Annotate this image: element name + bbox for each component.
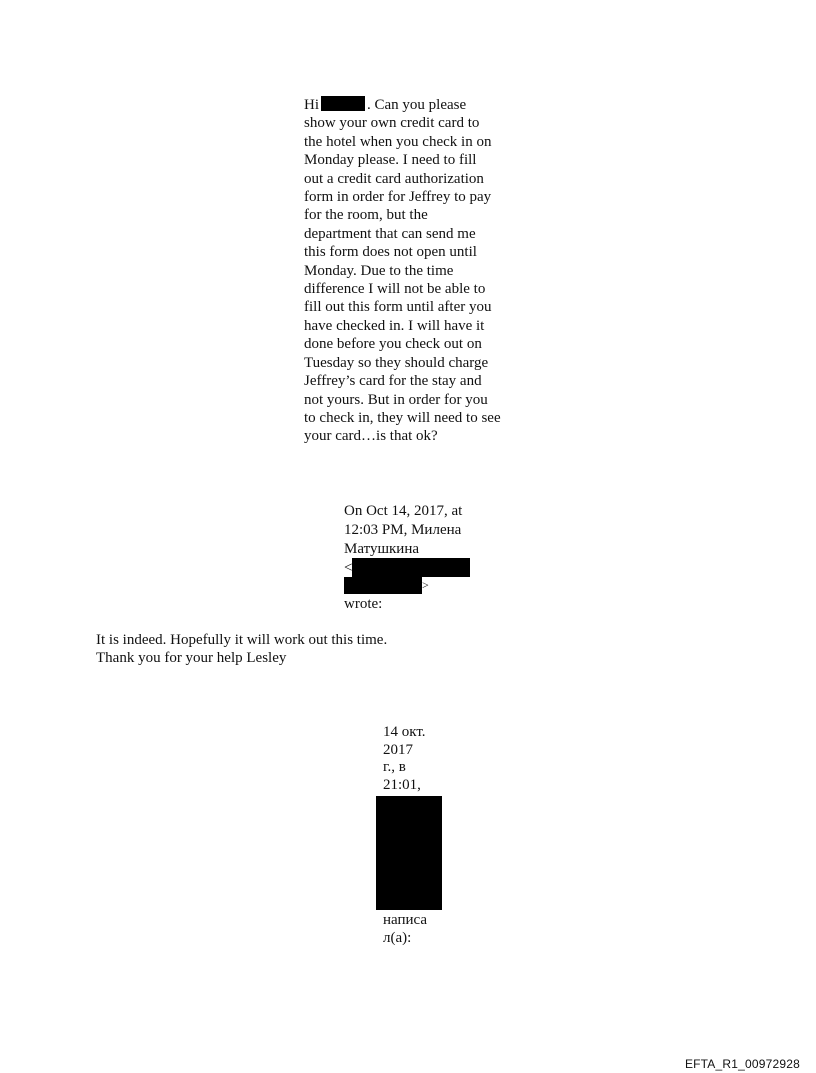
message-line: out a credit card authorization bbox=[304, 170, 484, 187]
message-body bbox=[304, 96, 524, 446]
message-line: show your own credit card to bbox=[304, 115, 480, 132]
quote-header-line: 12:03 PM, Милена bbox=[344, 521, 462, 538]
quote-header-line: On Oct 14, 2017, at bbox=[344, 503, 463, 519]
message-line: Monday. Due to the time bbox=[304, 262, 454, 279]
message-line: have checked in. I will have it bbox=[304, 317, 485, 334]
message-line: fill out this form until after you bbox=[304, 299, 492, 316]
reply-line: Thank you for your help Lesley bbox=[96, 650, 287, 666]
message-line: for the room, but the bbox=[304, 207, 428, 224]
reply-line: It is indeed. Hopefully it will work out this time. bbox=[96, 632, 388, 648]
greeting-text: Hi bbox=[304, 97, 319, 113]
message-line: department that can send me bbox=[304, 225, 476, 242]
message-line-greeting bbox=[304, 96, 524, 114]
quote-header bbox=[344, 502, 484, 612]
quote-header-line: г., в bbox=[383, 759, 406, 775]
quote-header-line: 2017 bbox=[383, 741, 413, 758]
message-line: Jeffrey’s card for the stay and bbox=[304, 373, 482, 390]
message-line: the hotel when you check in on bbox=[304, 133, 492, 150]
message-line: . Can you please bbox=[367, 97, 467, 113]
message-line: Tuesday so they should charge bbox=[304, 354, 489, 371]
quote-header-line: Матушкина bbox=[344, 540, 420, 557]
email-open-bracket: < bbox=[344, 560, 353, 576]
message-line: form in order for Jeffrey to pay bbox=[304, 189, 492, 206]
redaction-bar bbox=[376, 796, 442, 910]
quote-header-line: 14 окт. bbox=[383, 724, 426, 740]
redaction-bar bbox=[352, 558, 470, 577]
message-line: not yours. But in order for you bbox=[304, 391, 488, 408]
quote-header-ru bbox=[383, 724, 453, 946]
redaction-bar bbox=[321, 96, 365, 111]
email-close-bracket: > bbox=[422, 578, 429, 592]
document-id: EFTA_R1_00972928 bbox=[684, 1057, 800, 1071]
message-line: difference I will not be able to bbox=[304, 281, 486, 298]
quote-header-line: л(а): bbox=[383, 929, 412, 946]
message-line: Monday please. I need to fill bbox=[304, 152, 477, 169]
quote-header-line: 21:01, bbox=[383, 776, 421, 793]
message-line: your card…is that ok? bbox=[304, 428, 438, 445]
message-line: to check in, they will need to see bbox=[304, 409, 501, 426]
message-line: done before you check out on bbox=[304, 336, 482, 353]
redaction-bar bbox=[344, 577, 422, 594]
message-line: this form does not open until bbox=[304, 244, 477, 261]
wrote-label-ru bbox=[383, 912, 427, 947]
reply-body bbox=[96, 631, 516, 667]
quote-header-line: написа bbox=[383, 912, 428, 928]
wrote-label: wrote: bbox=[344, 596, 383, 612]
